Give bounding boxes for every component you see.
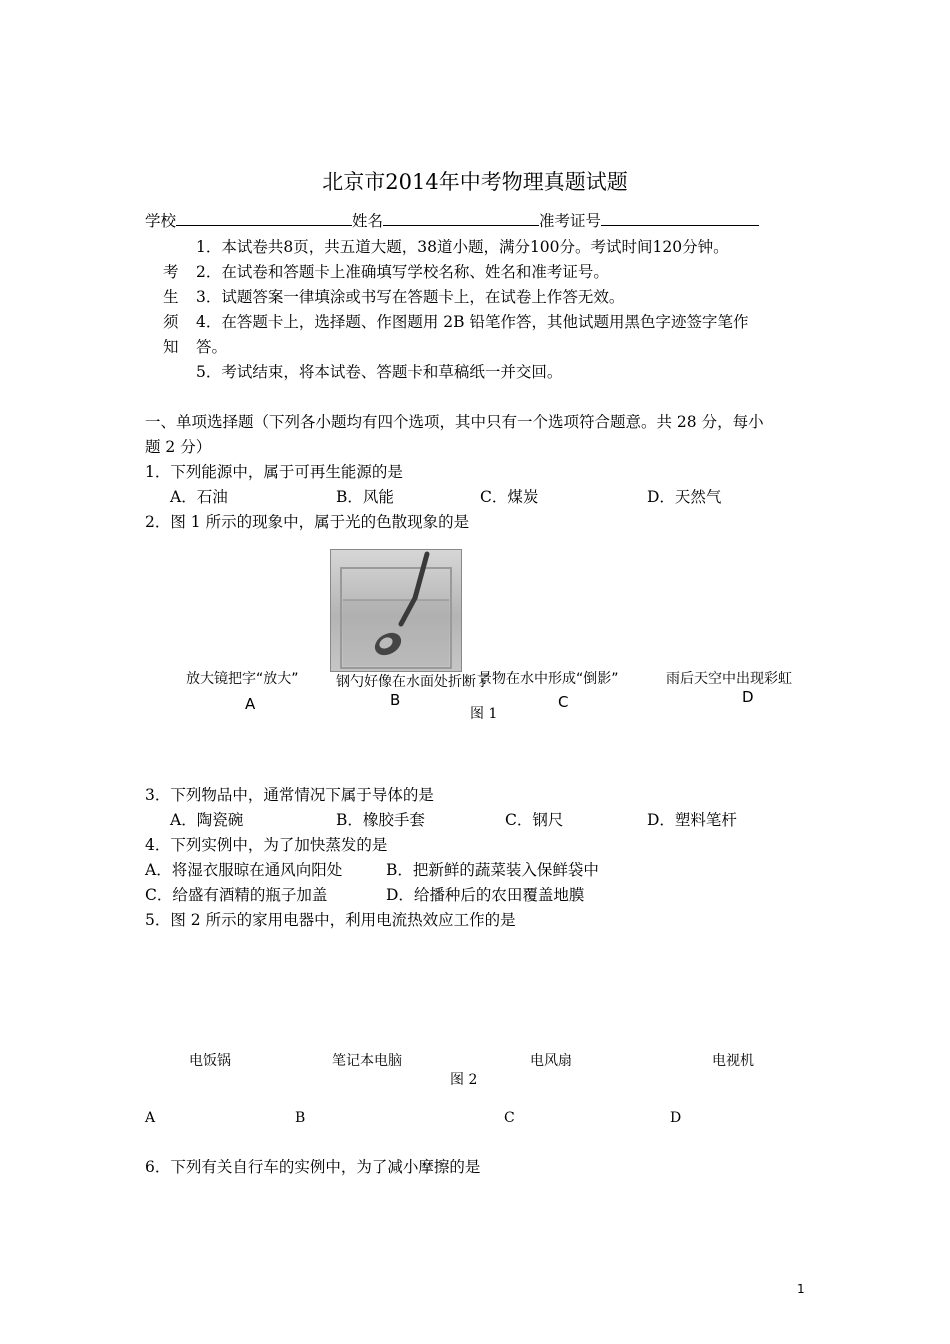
page-number: 1 — [797, 1282, 805, 1296]
figure1-caption-d: 雨后天空中出现彩虹 — [666, 671, 792, 687]
question-4: 4．下列实例中，为了加快蒸发的是 — [145, 836, 388, 854]
exam-id-label: 准考证号 — [539, 212, 602, 230]
figure1-label: 图 1 — [470, 706, 498, 722]
figure1-caption-a: 放大镜把字“放大” — [186, 671, 299, 687]
notice-item: 2．在试卷和答题卡上准确填写学校名称、姓名和准考证号。 — [196, 263, 609, 281]
name-label: 姓名 — [352, 212, 384, 230]
notice-item: 5．考试结束，将本试卷、答题卡和草稿纸一并交回。 — [196, 363, 563, 381]
school-label: 学校 — [145, 212, 177, 230]
figure1-letter-b: B — [390, 691, 401, 709]
notice-label-2: 生 — [163, 288, 179, 306]
notice-item: 4．在答题卡上，选择题、作图题用 2B 铅笔作答，其他试题用黑色字迹签字笔作 — [196, 313, 749, 331]
page-title: 北京市2014年中考物理真题试题 — [322, 170, 628, 194]
q4-option-c: C．给盛有酒精的瓶子加盖 — [145, 886, 328, 904]
q1-option-a: A．石油 — [170, 488, 228, 506]
figure1-caption-c: 景物在水中形成“倒影” — [478, 671, 619, 687]
spoon-in-glass-photo — [330, 549, 462, 672]
figure1-letter-d: D — [742, 688, 754, 706]
figure1-caption-b: 钢勺好像在水面处折断了 — [336, 674, 490, 690]
figure2-caption-b: 笔记本电脑 — [332, 1053, 402, 1069]
figure2-caption-a: 电饭锅 — [189, 1053, 231, 1069]
figure2-letter-b: B — [295, 1110, 306, 1126]
section-heading: 一、单项选择题（下列各小题均有四个选项，其中只有一个选项符合题意。共 28 分，每小 — [145, 413, 764, 431]
question-1: 1．下列能源中，属于可再生能源的是 — [145, 463, 403, 481]
notice-item: 1．本试卷共8页，共五道大题，38道小题，满分100分。考试时间120分钟。 — [196, 238, 729, 256]
question-3: 3．下列物品中，通常情况下属于导体的是 — [145, 786, 434, 804]
question-6: 6．下列有关自行车的实例中，为了减小摩擦的是 — [145, 1158, 481, 1176]
figure2-caption-d: 电视机 — [712, 1053, 754, 1069]
figure2-caption-c: 电风扇 — [530, 1053, 572, 1069]
q4-option-d: D．给播种后的农田覆盖地膜 — [386, 886, 585, 904]
q4-option-a: A．将湿衣服晾在通风向阳处 — [145, 861, 343, 879]
notice-label-4: 知 — [163, 338, 179, 356]
exam-id-blank[interactable] — [601, 209, 759, 226]
q3-option-b: B．橡胶手套 — [336, 811, 425, 829]
q1-option-d: D．天然气 — [647, 488, 722, 506]
notice-label-3: 须 — [163, 313, 179, 331]
figure2-label: 图 2 — [450, 1072, 478, 1088]
q3-option-c: C．钢尺 — [505, 811, 564, 829]
figure2-letter-c: C — [504, 1110, 515, 1126]
header-fields — [145, 209, 759, 231]
spoon-in-glass-image — [331, 550, 461, 671]
name-blank[interactable] — [383, 209, 539, 226]
figure2-letter-d: D — [670, 1110, 682, 1126]
figure1-letter-c: C — [558, 693, 569, 711]
q3-option-d: D．塑料笔杆 — [647, 811, 737, 829]
figure1-letter-a: A — [245, 695, 256, 713]
section-heading-cont: 题 2 分） — [145, 438, 212, 456]
question-5: 5．图 2 所示的家用电器中，利用电流热效应工作的是 — [145, 911, 516, 929]
q1-option-c: C．煤炭 — [480, 488, 539, 506]
q3-option-a: A．陶瓷碗 — [170, 811, 244, 829]
q1-option-b: B．风能 — [336, 488, 394, 506]
notice-item: 答。 — [196, 338, 228, 356]
school-blank[interactable] — [176, 209, 352, 226]
q4-option-b: B．把新鲜的蔬菜装入保鲜袋中 — [386, 861, 599, 879]
question-2: 2．图 1 所示的现象中，属于光的色散现象的是 — [145, 513, 470, 531]
figure2-letter-a: A — [145, 1110, 156, 1126]
notice-item: 3．试题答案一律填涂或书写在答题卡上，在试卷上作答无效。 — [196, 288, 625, 306]
notice-label-1: 考 — [163, 263, 179, 281]
